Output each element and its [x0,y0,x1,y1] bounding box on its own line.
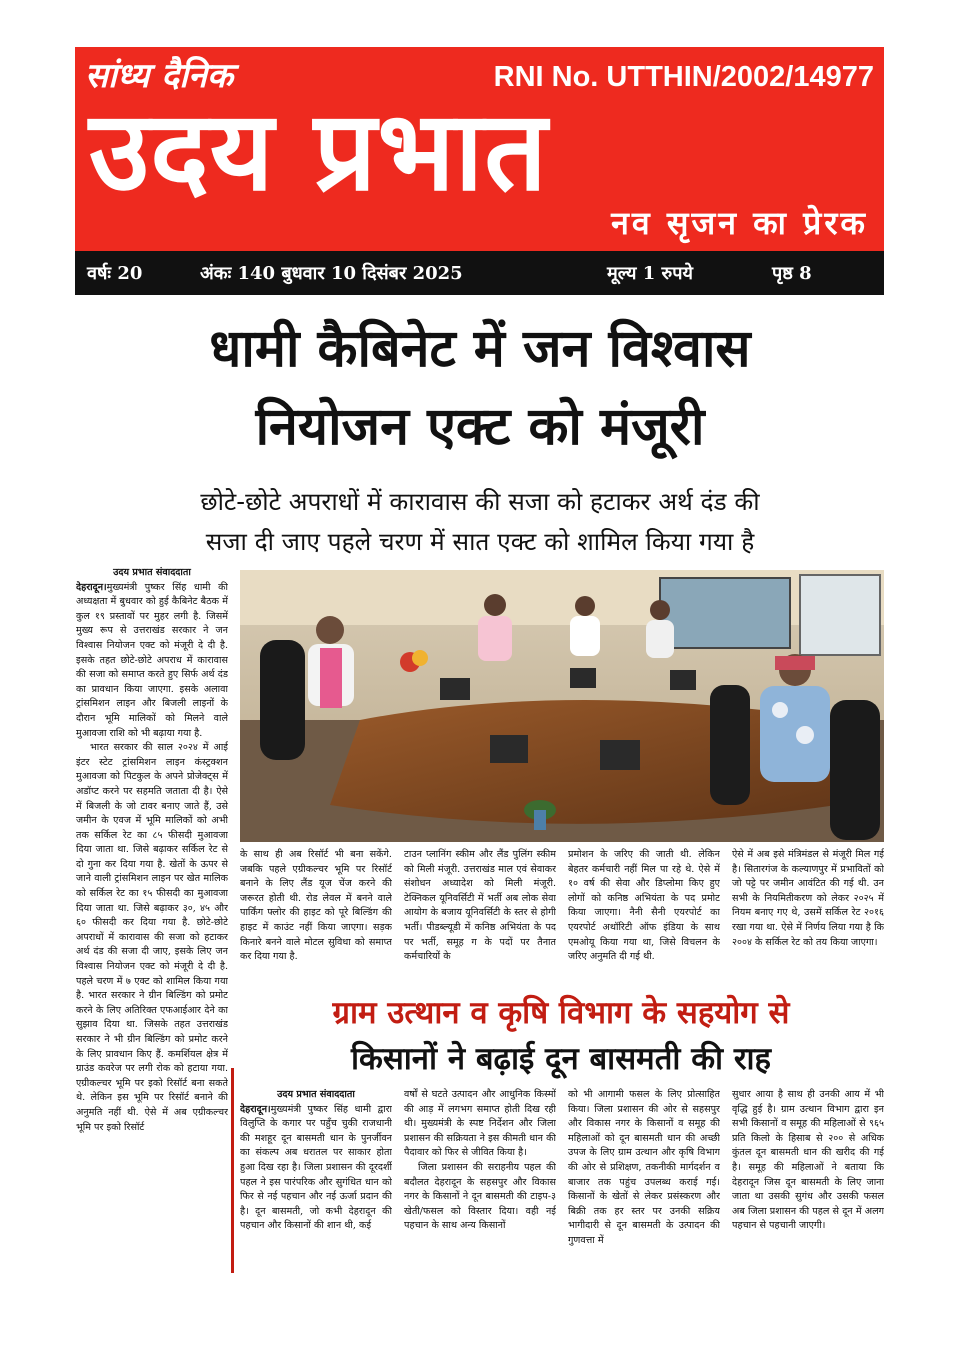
second-headline [238,990,884,1082]
newspaper-title: उदय प्रभात [89,87,548,215]
lead-headline-line-2: नियोजन एक्ट को मंजूरी [255,397,705,457]
rni-number: RNI No. UTTHIN/2002/14977 [493,61,874,93]
lead-story-column-4 [568,848,720,978]
second-col2-paragraph-2: जिला प्रशासन की सराहनीय पहल की बदौलत देहरादून के सहसपुर और विकास नगर के किसानों ने दून बासमती की टाइप-३ खेती/फसल को विस्तार दिया। वही नई पहचान के साथ अन्य किसानों [404,1161,556,1232]
second-story-column-4 [732,1088,884,1278]
second-col3-text: को भी आगामी फसल के लिए प्रोत्साहित किया। जिला प्रशासन की ओर से सहसपुर और विकास नगर के किसानों व समूह की महिलाओं को दून बासमती धान की अच्छी उपज के लिए ग्राम उत्थान और कृषि विभाग की ओर से प्रशिक्षण, तकनीकी मार्गदर्शन व बाजार तक पहुंच उपलब्ध कराई गई। किसानों के खेतों से लेकर प्रसंस्करण और बिक्री तक हर स्तर पर उनकी सक्रिय भागीदारी से दून बासमती के उत्पादन की गुणवत्ता में [568,1089,720,1246]
lead-byline: उदय प्रभात संवाददाता [113,567,191,578]
second-story-column-1 [240,1088,392,1278]
lead-col4-text: प्रमोशन के जरिए की जाती थी. लेकिन बेहतर कर्मचारी नहीं मिल पा रहे थे. ऐसे में १० वर्ष की सेवा और डिप्लोमा किए हुए लोगों को कनिष्ठ अभियंता के पद प्रमोट किया जाएगा। नैनी सैनी एयरपोर्ट का एयरपोर्ट अथॉरिटी ऑफ इंडिया के साथ एमओयू किया गया था, जिसे विचलन के जरिए अनुमति दी गई थी. [568,849,720,963]
lead-subheadline-line-2: सजा दी जाए पहले चरण में सात एक्ट को शामिल किया गया है [205,527,755,556]
cabinet-meeting-photo-icon [240,570,884,842]
second-col2-paragraph-1: वर्षों से घटते उत्पादन और आधुनिक किस्मों की आड़ में लगभग समाप्त होती दिख रही थी। मुख्यमंत्री के स्पष्ट निर्देशन और जिला प्रशासन की सक्रियता ने इस कीमती धान की पैदावार को फिर से जीवित किया है। [404,1089,556,1159]
price-label: मूल्य 1 रुपये [607,263,693,284]
lead-col2-text: के साथ ही अब रिसॉर्ट भी बना सकेंगे. जबकि पहले एग्रीकल्चर भूमि पर रिसॉर्ट बनाने के लिए लैंड यूज चेंज करने की जरूरत होती थी. रोड लेवल में बनने वाले पार्किंग फ्लोर की हाइट को पूरे बिल्डिंग की हाइट में काउंट नहीं किया जाएगा। सड़क किनारे बनने वाले मोटल सुविधा को समाप्त कर दिया गया है. [240,849,392,963]
lead-paragraph-2: भारत सरकार की साल २०२४ में आई इंटर स्टेट ट्रांसमिशन लाइन कंस्ट्रक्शन मुआवजा को पिटकुल के अपने प्रोजेक्ट्स में अडॉप्ट करने पर सहमति जताता दी है। ऐसे में बिजली के जो टावर बनाए जाते हैं, उसे जमीन के एवज में भूमि मालिकों को अभी तक सर्किल रेट का ८५ फीसदी मुआवजा दिया जाता था. जिसे बढ़ाकर सर्किल रेट से दो गुना कर दिया गया है. खेतों के ऊपर से जाने वाली ट्रांसमिशन लाइन पर खेत मालिक को सर्किल रेट का १५ फीसदी का मुआवजा दिया जाता था. जिसे बढ़ाकर ३०, ४५ और ६० फीसदी कर दिया गया है. छोटे-छोटे अपराधों में कारावास की सजा को हटाकर अर्थ दंड की सजा दी जाए, इसके लिए जन विश्वास नियोजन एक्ट को मंजूरी दे दी है. पहले चरण में ७ एक्ट को शामिल किया गया है. भारत सरकार ने ग्रीन बिल्डिंग को प्रमोट करने के लिए अतिरिक्त एफआईआर देने का सुझाव दिया था. जिसके तहत उत्तराखंड सरकार ने भी ग्रीन बिल्डिंग को प्रमोट करने के लिए प्रावधान किए हैं. कमर्शियल क्षेत्र में ग्राउंड कवरेज पर लगी रोक को हटाया गया. एग्रीकल्चर भूमि पर इको रिसॉर्ट बना सकते थे. लेकिन इस भूमि पर रिसॉर्ट बनाने की अनुमति नहीं थी. ऐसे में अब एग्रीकल्चर भूमि पर इको रिसॉर्ट [76,742,228,1133]
second-col1-text: देहरादून।मुख्यमंत्री पुष्कर सिंह धामी द्वारा विलुप्ति के कगार पर पहुँच चुकी राजधानी की मशहूर दून बासमती धान के पुनर्जीवन का संकल्प अब धरातल पर साकार होता हुआ दिख रहा है। जिला प्रशासन की दूरदर्शी पहल ने इस पारंपरिक और सुगंधित धान को फिर से नई पहचान और नई ऊर्जा प्रदान की है। दून बासमती, जो कभी देहरादून की पहचान और किसानों की शान थी, कई [240,1103,392,1232]
second-col4-text: सुधार आया है साथ ही उनकी आय में भी वृद्धि हुई है। ग्राम उत्थान विभाग द्वारा इन सभी किसानों व समूह की महिलाओं से ९६५ प्रति किलो के हिसाब से २०० से अधिक कुंतल दून बासमती धान की खरीद की गई है। समूह की महिलाओं ने बताया कि देहरादून जिस दून बासमती के लिए जाना जाता था उसकी सुगंध और उसकी फसल अब जिला प्रशासन की पहल से दून में अलग पहचान से पहचानी जाएगी। [732,1089,884,1232]
lead-subheadline [60,482,900,562]
lead-headline-line-1: धामी कैबिनेट में जन विश्वास [209,319,751,379]
lead-story-column-1 [76,566,228,1278]
second-story-column-3 [568,1088,720,1278]
lead-subheadline-line-1: छोटे-छोटे अपराधों में कारावास की सजा को हटाकर अर्थ दंड की [200,487,760,516]
masthead-tagline: नव सृजन का प्रेरक [611,204,868,242]
lead-story-column-5 [732,848,884,978]
second-story-column-2 [404,1088,556,1278]
masthead-kicker: सांध्य दैनिक [85,56,233,96]
lead-story-column-2 [240,848,392,978]
masthead [75,47,884,251]
second-headline-line-2: किसानों ने बढ़ाई दून बासमती की राह [350,1041,771,1077]
second-byline: उदय प्रभात संवाददाता [277,1089,355,1100]
lead-dateline: देहरादून। [76,581,107,593]
second-headline-line-1: ग्राम उत्थान व कृषि विभाग के सहयोग से [332,995,790,1031]
issue-date-label: अंकः 140 बुधवार 10 दिसंबर 2025 [200,263,463,284]
column-divider [231,1068,234,1273]
lead-col3-text: टाउन प्लानिंग स्कीम और लैंड पुलिंग स्कीम को मिली मंजूरी. उत्तराखंड माल एवं सेवाकर संशोधन अध्यादेश को मिली मंजूरी. टेक्निकल यूनिवर्सिटी में भर्ती अब लोक सेवा आयोग के बजाय यूनिवर्सिटी के स्तर से होगी भर्ती। पीडब्ल्यूडी में कनिष्ठ अभियंता के पद पर भर्ती, समूह ग के पदों पर तैनात कर्मचारियों के [404,849,556,963]
year-label: वर्षः 20 [87,263,143,284]
page-number-label: पृष्ठ 8 [772,263,812,284]
lead-col5-text: ऐसे में अब इसे मंत्रिमंडल से मंजूरी मिल गई है। सितारगंज के कल्याणपुर में प्रभावितों को जो पट्टे पर जमीन आवंटित की गई थी. उन सभी के नियमितीकरण को लेकर २०२५ में नियम बनाए गए थे, उसमें सर्किल रेट २०१६ रखा गया था. ऐसे में निर्णय लिया गया है कि २००४ के सर्किल रेट को तय किया जाएगा। [732,849,884,948]
lead-story-column-3 [404,848,556,978]
issue-info-bar [75,251,884,295]
lead-headline [60,310,900,466]
lead-paragraph-1: देहरादून।मुख्यमंत्री पुष्कर सिंह धामी की अध्यक्षता में बुधवार को हुई कैबिनेट बैठक में कुल १९ प्रस्तावों पर मुहर लगी है. जिसमें मुख्य रूप से उत्तराखंड सरकार ने जन विश्वास नियोजन एक्ट को मंजूरी दे दी है. इसके तहत छोटे-छोटे अपराध में कारावास की सजा को समाप्त करते हुए सिर्फ अर्थ दंड का प्रावधान किया जाएगा. इसके अलावा ट्रांसमिशन लाइन और बिजली लाइनों के दौरान भूमि मालिकों को मिलने वाले मुआवजा राशि को भी बढ़ाया गया है. [76,581,228,739]
second-dateline: देहरादून। [240,1103,271,1115]
